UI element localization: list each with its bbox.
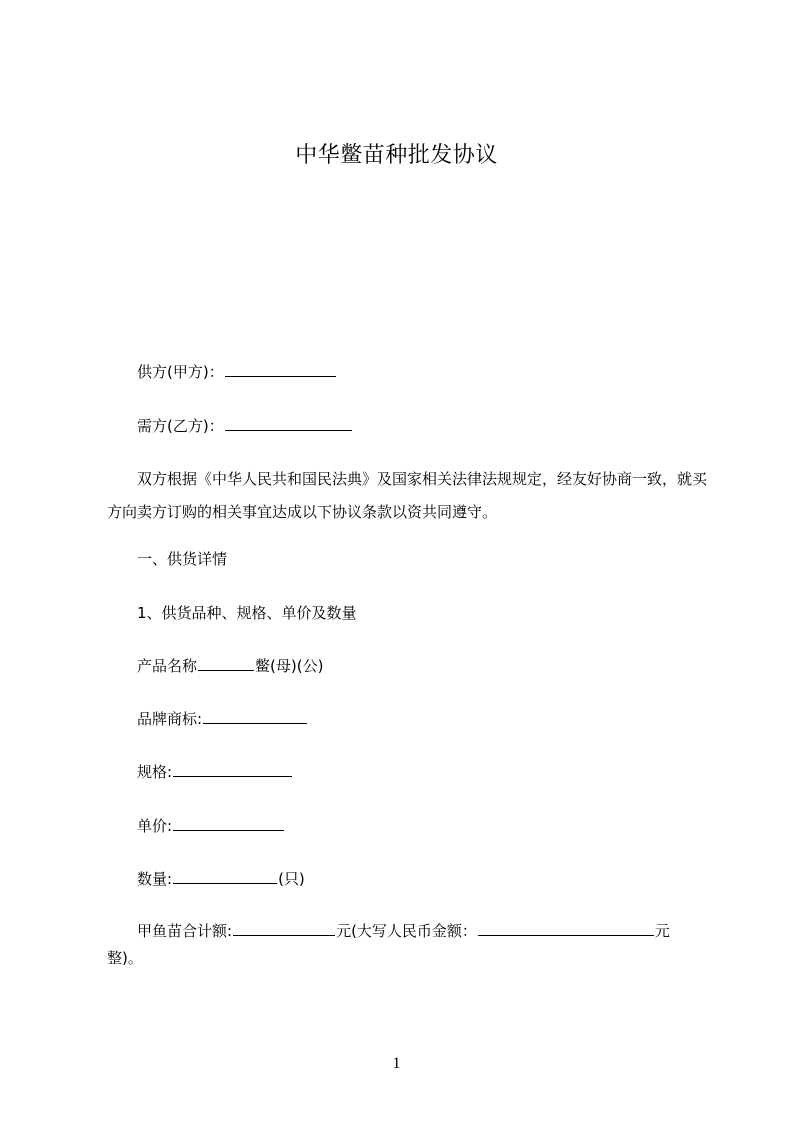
total-amount-block	[107, 918, 707, 972]
page-number: 1	[392, 1055, 401, 1072]
buyer-label: 需方(乙方)：	[137, 417, 224, 435]
supplier-label: 供方(甲方)：	[137, 363, 224, 381]
quantity-suffix: (只)	[278, 870, 305, 888]
spec-line	[137, 762, 293, 782]
quantity-line	[137, 869, 305, 889]
total-label: 甲鱼苗合计额:	[137, 922, 233, 940]
product-name-label: 产品名称	[137, 657, 198, 675]
unit-price-label: 单价:	[137, 817, 173, 835]
intro-paragraph: 双方根据《中华人民共和国民法典》及国家相关法律法规规定，经友好协商一致，就买方向卖方订购的相关事宜达成以下协议条款以资共同遵守。	[107, 470, 708, 521]
buyer-blank[interactable]	[225, 416, 352, 431]
unit-price-blank[interactable]	[173, 816, 284, 831]
spec-label: 规格:	[137, 763, 173, 781]
item-heading-varieties: 1、供货品种、规格、单价及数量	[137, 604, 357, 622]
total-uppercase-blank[interactable]	[478, 921, 654, 936]
brand-line	[137, 709, 308, 729]
brand-label: 品牌商标:	[137, 710, 203, 728]
total-amount-blank[interactable]	[233, 921, 335, 936]
product-name-line	[137, 656, 323, 676]
quantity-label: 数量:	[137, 870, 173, 888]
buyer-line	[137, 416, 353, 436]
document-title: 中华鳖苗种批发协议	[295, 143, 498, 168]
total-end-text: 元	[654, 922, 670, 940]
product-name-suffix: 鳖(母)(公)	[255, 657, 324, 675]
total-amount-continuation: 整)。	[107, 949, 143, 967]
total-amount-line	[107, 918, 707, 945]
supplier-blank[interactable]	[225, 362, 336, 377]
quantity-blank[interactable]	[173, 869, 277, 884]
brand-blank[interactable]	[203, 709, 307, 724]
supplier-line	[137, 362, 337, 382]
unit-price-line	[137, 816, 285, 836]
section-heading-supply: 一、供货详情	[137, 550, 228, 568]
total-mid-text: 元(大写人民币金额：	[336, 922, 477, 940]
spec-blank[interactable]	[173, 762, 292, 777]
product-name-blank[interactable]	[198, 656, 254, 671]
